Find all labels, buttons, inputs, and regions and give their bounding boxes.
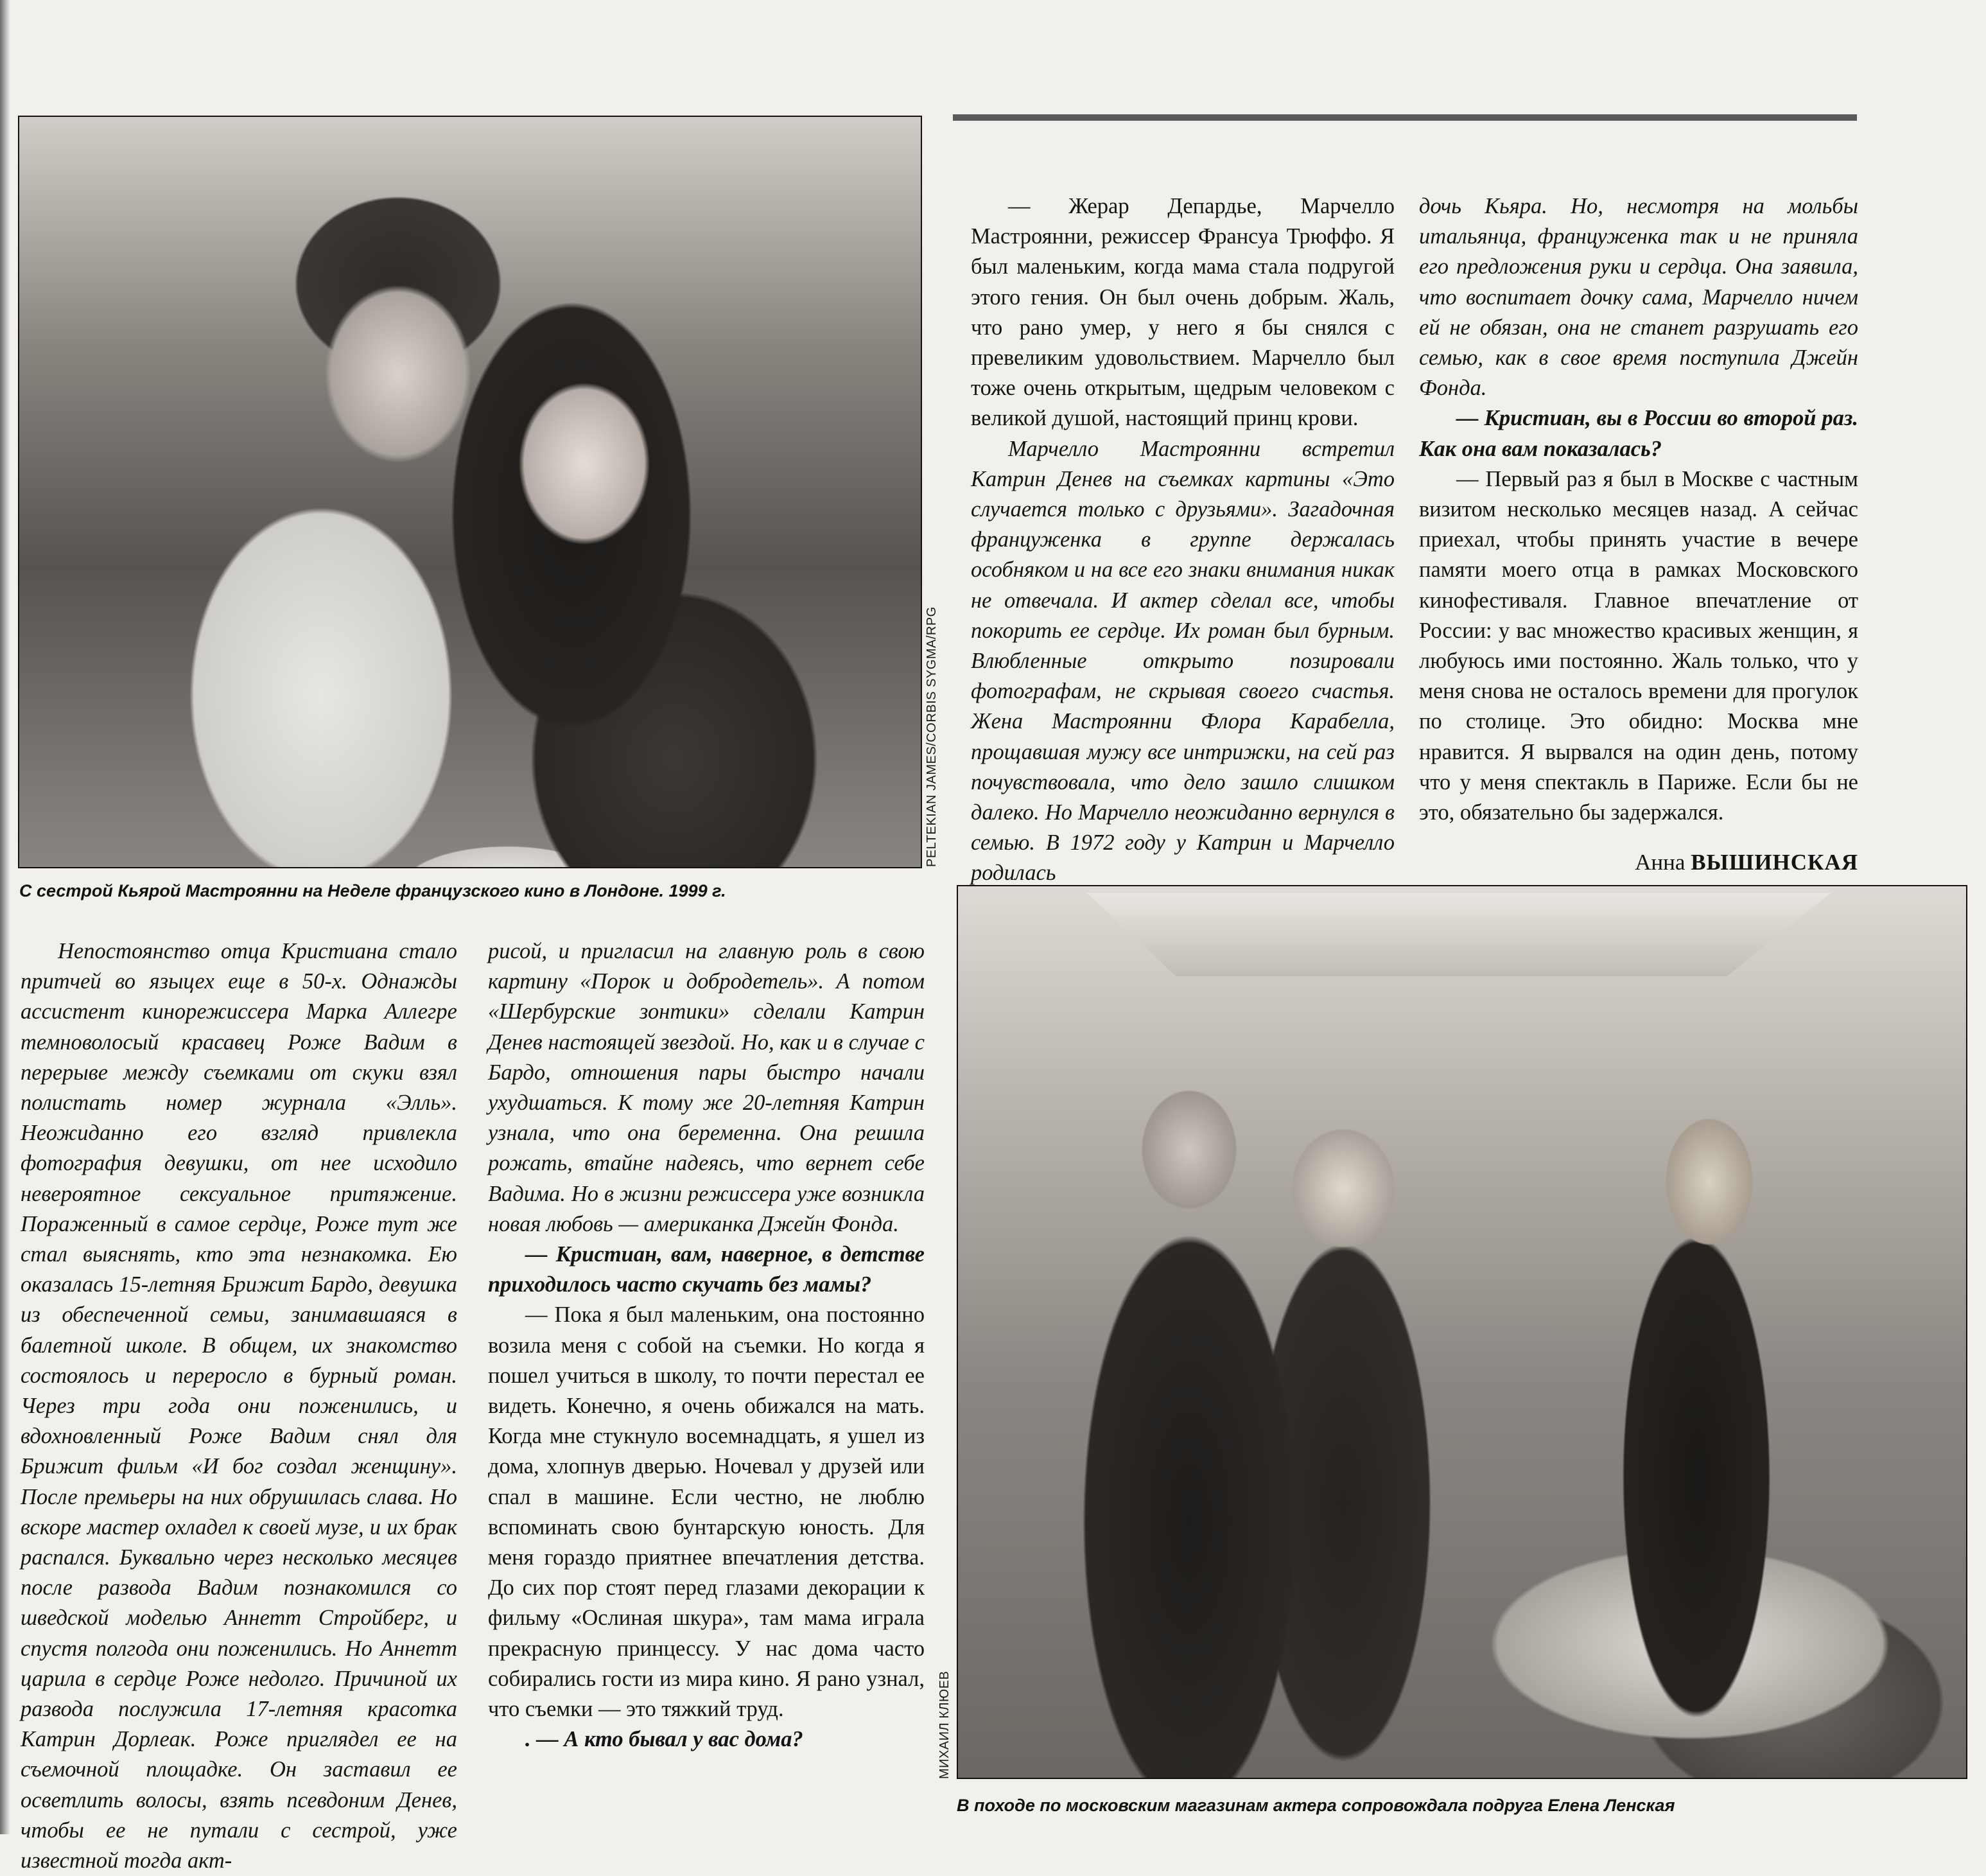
article-column-top-left: [971, 191, 1395, 889]
paragraph: — Жерар Депардье, Марчелло Мастроянни, режиссер Франсуа Трюффо. Я был маленьким, когда мама стала подругой этого гения. Он был очень добрым. Жаль, что рано умер, у него я бы снялся с превеликим удовольствием. Марчелло был тоже очень открытым, щедрым человеком с великой душой, настоящий принц крови.: [971, 194, 1395, 431]
top-rule: [953, 114, 1857, 121]
article-column-top-right: [1419, 191, 1858, 828]
article-column-bottom-left: [21, 936, 457, 1876]
paragraph: дочь Кьяра. Но, несмотря на мольбы итальянца, француженка так и не приняла его предложения руки и сердца. Она заявила, что воспитает дочку сама, Марчелло ничем ей не обязан, она не станет разрушать его семью, как в свое время поступила Джейн Фонда.: [1419, 194, 1858, 401]
photo-christian-with-sister: [18, 116, 922, 868]
paragraph: рисой, и пригласил на главную роль в свою картину «Порок и добродетель». А потом «Шербурские зонтики» сделали Катрин Денев настоящей звездой. Но, как и в случае с Бардо, отношения пары быстро начали ухудшаться. К тому же 20-летняя Катрин узнала, что она беременна. Она решила рожать, втайне надеясь, что вернет себе Вадима. Но в жизни режиссера уже возникла новая любовь — американка Джейн Фонда.: [488, 939, 925, 1236]
interview-question: . — А кто бывал у вас дома?: [525, 1727, 803, 1752]
photo-caption-top: С сестрой Кьярой Мастроянни на Неделе французского кино в Лондоне. 1999 г.: [19, 881, 726, 900]
byline-first-name: Анна: [1635, 850, 1685, 875]
article-column-bottom-middle: [488, 936, 925, 1755]
byline: [1419, 848, 1858, 877]
byline-surname: ВЫШИНСКАЯ: [1691, 850, 1858, 875]
interview-question: — Кристиан, вы в России во второй раз. Как она вам показалась?: [1419, 406, 1858, 461]
page-edge-shadow: [0, 0, 10, 1834]
paragraph: — Первый раз я был в Москве с частным визитом несколько месяцев назад. А сейчас приехал, чтобы принять участие в вечере памяти моего отца в рамках Московского кинофестиваля. Главное впечатление от России: у вас множество красивых женщин, я любуюсь ими постоянно. Жаль только, что у меня снова не осталось времени для прогулок по столице. Это обидно: Москва мне нравится. Я вырвался на один день, потому что у меня спектакль в Париже. Если бы не это, обязательно бы задержался.: [1419, 466, 1858, 825]
photo-moscow-shopping: [957, 885, 1967, 1779]
paragraph: Непостоянство отца Кристиана стало притчей во языцех еще в 50-х. Однажды ассистент кинорежиссера Марка Аллегре темноволосый красавец Роже Вадим в перерыве между съемками от скуки взял полистать номер журнала «Элль». Неожиданно его взгляд привлекла фотография девушки, от нее исходило невероятное сексуальное притяжение. Пораженный в самое сердце, Роже тут же стал выяснять, кто эта незнакомка. Ею оказалась 15-летняя Брижит Бардо, девушка из обеспеченной семьи, занимавшаяся в балетной школе. В общем, их знакомство состоялось и переросло в бурный роман. Через три года они поженились, и вдохновленный Роже Вадим снял для Брижит фильм «И бог создал женщину». После премьеры на них обрушилась слава. Но вскоре мастер охладел к своей музе, и их брак распался. Буквально через несколько месяцев после развода Вадим познакомился со шведской моделью Аннетт Стройберг, и спустя полгода они поженились. Но Аннетт царила в сердце Роже недолго. Причиной их развода послужила 17-летняя красотка Катрин Дорлеак. Роже приглядел ее на съемочной площадке. Он заставил ее осветлить волосы, взять псевдоним Денев, чтобы ее не путали с сестрой, уже известной тогда акт-: [21, 939, 457, 1873]
photo-credit-top: PELTEKIAN JAMES/CORBIS SYGMA/RPG: [925, 606, 939, 867]
paragraph: — Пока я был маленьким, она постоянно возила меня с собой на съемки. Но когда я пошел учиться в школу, то почти перестал ее видеть. Конечно, я очень обижался на мать. Когда мне стукнуло восемнадцать, я ушел из дома, хлопнув дверью. Ночевал у друзей или спал в машине. Если честно, не люблю вспоминать свою бунтарскую юность. Для меня гораздо приятнее впечатления детства. До сих пор стоят перед глазами декорации к фильму «Ослиная шкура», там мама играла прекрасную принцессу. У нас дома часто собирались гости из мира кино. Я рано узнал, что съемки — это тяжкий труд.: [488, 1302, 925, 1722]
photo-caption-bottom: В походе по московским магазинам актера сопровождала подруга Елена Ленская: [957, 1796, 1675, 1815]
interview-question: — Кристиан, вам, наверное, в детстве приходилось часто скучать без мамы?: [488, 1242, 925, 1297]
photo-credit-bottom: МИХАИЛ КЛЮЕВ: [937, 1670, 952, 1779]
paragraph: Марчелло Мастроянни встретил Катрин Денев на съемках картины «Это случается только с друзьями». Загадочная француженка в группе держалась особняком и на все его знаки внимания никак не отвечала. И актер сделал все, чтобы покорить ее сердце. Их роман был бурным. Влюбленные открыто позировали фотографам, не скрывая своего счастья. Жена Мастроянни Флора Карабелла, прощавшая мужу все интрижки, на сей раз почувствовала, что дело зашло слишком далеко. Но Марчелло неожиданно вернулся в семью. В 1972 году у Катрин и Марчелло родилась: [971, 436, 1395, 886]
photo-awning-shape: [1086, 893, 1831, 976]
